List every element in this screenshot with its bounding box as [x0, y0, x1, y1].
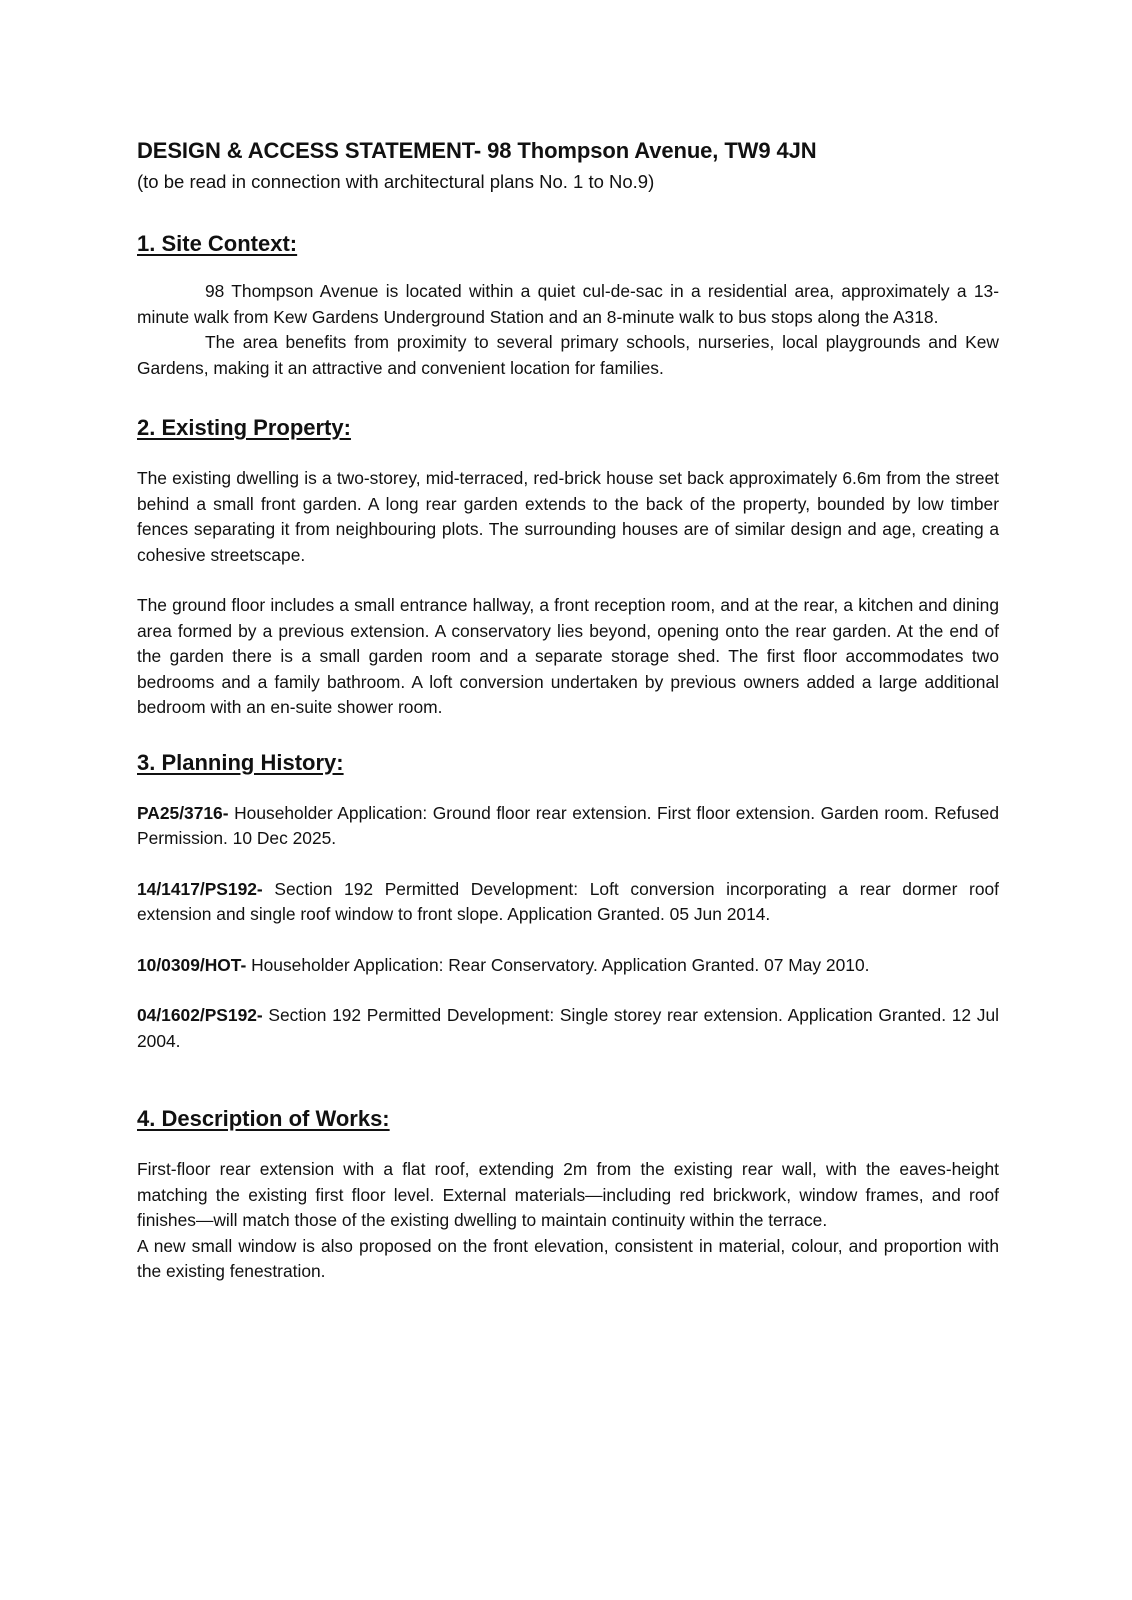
planning-entry	[137, 801, 999, 852]
planning-description: Householder Application: Ground floor rear extension. First floor extension. Garden room. Refused Permission. 10 Dec 2025.	[137, 802, 999, 848]
section-heading: 1. Site Context:	[137, 231, 298, 256]
planning-reference: 14/1417/PS192-	[137, 878, 263, 899]
planning-entry	[137, 877, 999, 928]
paragraph: 98 Thompson Avenue is located within a quiet cul-de-sac in a residential area, approximately a 13-minute walk from Kew Gardens Underground Station and an 8-minute walk to bus stops along the A318.	[137, 281, 999, 327]
planning-reference: PA25/3716-	[137, 802, 229, 823]
paragraph: The existing dwelling is a two-storey, mid-terraced, red-brick house set back approximately 6.6m from the street behind a small front garden. A long rear garden extends to the back of the property, bounded by low timber fences separating it from neighbouring plots. The surrounding houses are of similar design and age, creating a cohesive streetscape.	[137, 468, 999, 565]
planning-description: Householder Application: Rear Conservatory. Application Granted. 07 May 2010.	[246, 954, 870, 975]
section-heading: 2. Existing Property:	[137, 415, 351, 440]
document-page	[137, 136, 999, 1285]
document-subtitle: (to be read in connection with architectural plans No. 1 to No.9)	[137, 171, 655, 192]
document-title: DESIGN & ACCESS STATEMENT- 98 Thompson Avenue, TW9 4JN	[137, 138, 817, 163]
planning-description: Section 192 Permitted Development: Single storey rear extension. Application Granted. 12 Jul 2004.	[137, 1005, 999, 1051]
section-description-of-works	[137, 1104, 999, 1285]
section-heading: 4. Description of Works:	[137, 1106, 390, 1131]
section-existing-property	[137, 413, 999, 721]
planning-reference: 04/1602/PS192-	[137, 1005, 263, 1025]
planning-entry	[137, 1003, 999, 1054]
planning-description: Section 192 Permitted Development: Loft conversion incorporating a rear dormer roof extension and single roof window to front slope. Application Granted. 05 Jun 2014.	[137, 878, 999, 924]
paragraph: The ground floor includes a small entrance hallway, a front reception room, and at the rear, a kitchen and dining area formed by a previous extension. A conservatory lies beyond, opening onto the rear garden. At the end of the garden there is a small garden room and a separate storage shed. The first floor accommodates two bedrooms and a family bathroom. A loft conversion undertaken by previous owners added a large additional bedroom with an en-suite shower room.	[137, 595, 999, 717]
section-site-context	[137, 229, 999, 381]
paragraph: A new small window is also proposed on the front elevation, consistent in material, colour, and proportion with the existing fenestration.	[137, 1235, 999, 1281]
paragraph: First-floor rear extension with a flat roof, extending 2m from the existing rear wall, with the eaves-height matching the existing first floor level. External materials—including red brickwork, window frames, and roof finishes—will match those of the existing dwelling to maintain continuity within the terrace.	[137, 1159, 999, 1230]
planning-entry	[137, 953, 999, 979]
paragraph: The area benefits from proximity to several primary schools, nurseries, local playgrounds and Kew Gardens, making it an attractive and convenient location for families.	[137, 332, 999, 378]
planning-reference: 10/0309/HOT-	[137, 954, 247, 975]
section-heading: 3. Planning History:	[137, 749, 344, 775]
section-planning-history	[137, 748, 999, 1055]
